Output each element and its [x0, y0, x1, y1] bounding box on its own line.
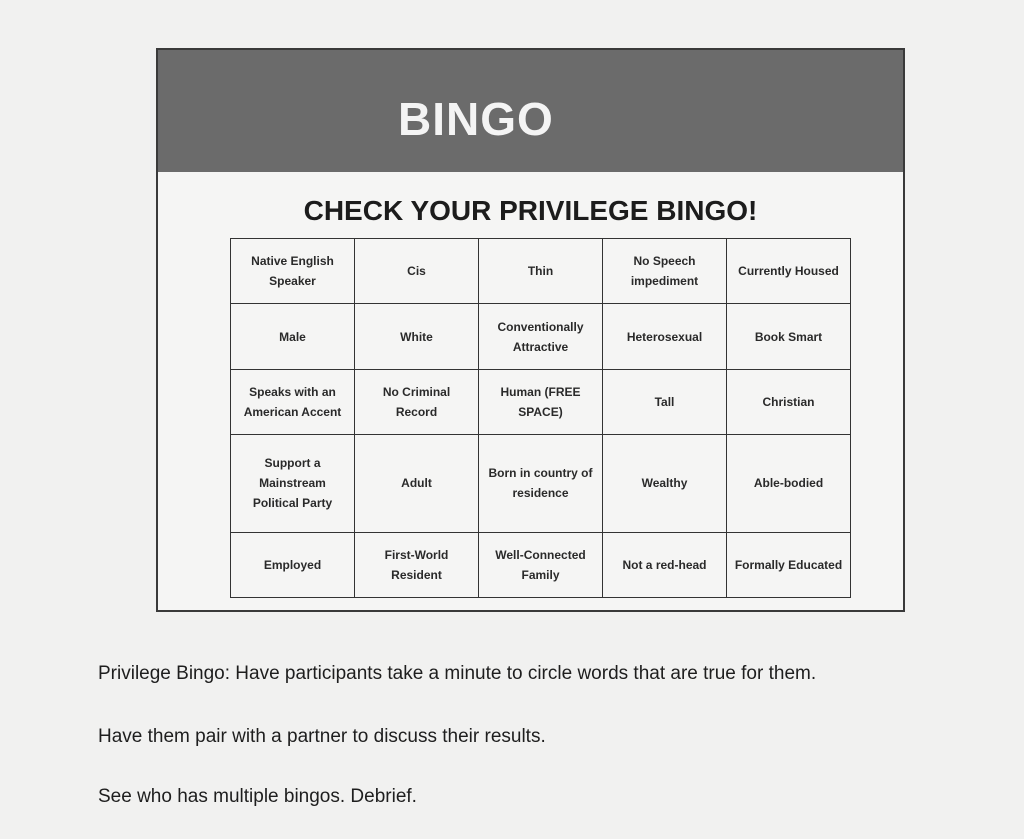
bingo-cell: Native English Speaker: [231, 239, 355, 304]
instruction-debrief: See who has multiple bingos. Debrief.: [98, 786, 417, 807]
bingo-cell: Formally Educated: [727, 532, 851, 597]
bingo-cell: Well-Connected Family: [479, 532, 603, 597]
bingo-row: [231, 435, 851, 532]
instruction-circle-words: Privilege Bingo: Have participants take a minute to circle words that are true for them.: [98, 663, 817, 684]
slide-header-title: BINGO: [398, 93, 554, 145]
bingo-cell: Support a Mainstream Political Party: [231, 435, 355, 532]
bingo-slide: [156, 48, 905, 612]
bingo-cell: Speaks with an American Accent: [231, 369, 355, 434]
bingo-cell: No Speech impediment: [603, 239, 727, 304]
bingo-cell: Adult: [355, 435, 479, 532]
bingo-row: [231, 304, 851, 369]
bingo-cell: Heterosexual: [603, 304, 727, 369]
bingo-row: [231, 369, 851, 434]
bingo-cell: No Criminal Record: [355, 369, 479, 434]
bingo-cell: Male: [231, 304, 355, 369]
bingo-cell: Tall: [603, 369, 727, 434]
slide-header-bar: [158, 50, 903, 172]
bingo-cell: Thin: [479, 239, 603, 304]
bingo-row: [231, 239, 851, 304]
bingo-cell: Conventionally Attractive: [479, 304, 603, 369]
bingo-cell-free-space: Human (FREE SPACE): [479, 369, 603, 434]
bingo-grid: [230, 238, 851, 598]
bingo-cell: Born in country of residence: [479, 435, 603, 532]
bingo-card-title: CHECK YOUR PRIVILEGE BINGO!: [303, 195, 758, 226]
instruction-pair-discuss: Have them pair with a partner to discuss their results.: [98, 726, 546, 747]
bingo-cell: Currently Housed: [727, 239, 851, 304]
bingo-cell: Cis: [355, 239, 479, 304]
bingo-row: [231, 532, 851, 597]
bingo-cell: Able-bodied: [727, 435, 851, 532]
bingo-cell: Employed: [231, 532, 355, 597]
bingo-cell: First-World Resident: [355, 532, 479, 597]
bingo-cell: Book Smart: [727, 304, 851, 369]
bingo-cell: Wealthy: [603, 435, 727, 532]
bingo-cell: Not a red-head: [603, 532, 727, 597]
bingo-cell: White: [355, 304, 479, 369]
bingo-cell: Christian: [727, 369, 851, 434]
